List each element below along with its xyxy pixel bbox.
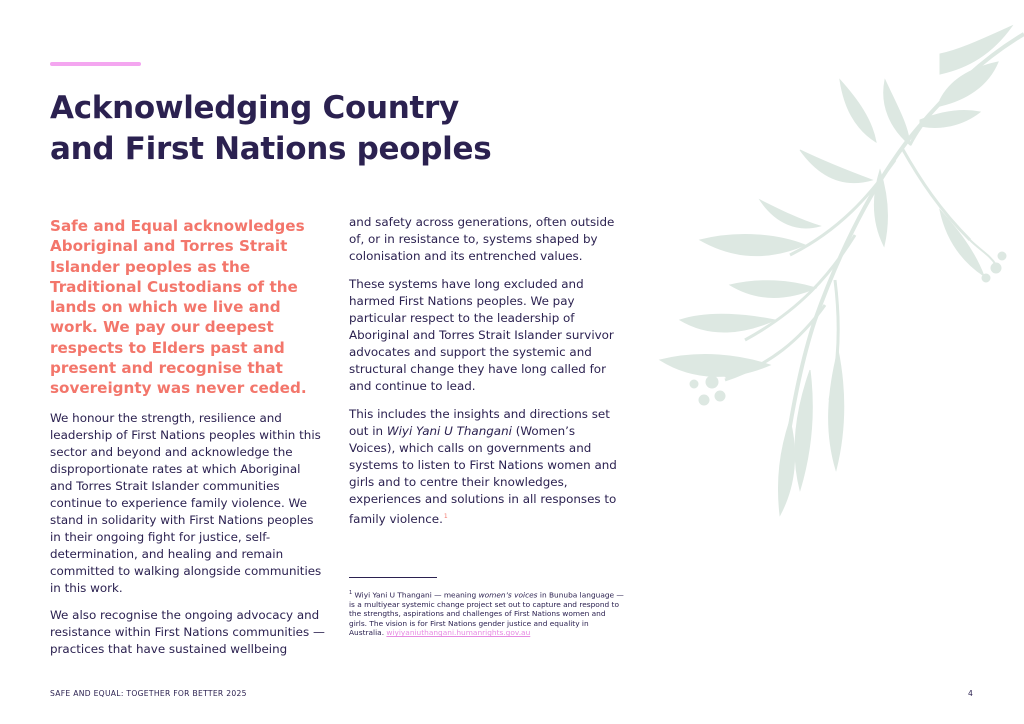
body-paragraph: We also recognise the ongoing advocacy and resistance within First Nations communities — practices that have sustained wellbeing xyxy=(50,607,325,656)
footnote-text: Wiyi Yani U Thangani — meaning xyxy=(352,590,479,600)
paragraph-text: This includes the insights and directions set out in xyxy=(349,407,610,438)
lead-paragraph: Safe and Equal acknowledges Aboriginal and Torres Strait Islander peoples as the Traditional Custodians of the lands on which we live and work. We pay our deepest respects to Elders past and present and recognise that sovereignty was never ceded. xyxy=(50,217,307,398)
accent-bar xyxy=(50,62,141,66)
page-title-line-1: Acknowledging Country xyxy=(50,90,459,126)
body-paragraph: We honour the strength, resilience and leadership of First Nations peoples within this sector and beyond and acknowledge the disproportionate rates at which Aboriginal and Torres Strait Islander communities continue to experience family violence. We stand in solidarity with First Nations peoples in their ongoing fight for justice, self-determination, and healing and remain committed to walking alongside communities in this work. xyxy=(50,410,322,595)
right-column xyxy=(349,214,624,528)
footnote-italic: women’s voices xyxy=(478,590,538,600)
paragraph-text: (Women’s Voices), which calls on governments and systems to listen to First Nations women and girls and to centre their knowledges, experiences and solutions in all responses to family violence. xyxy=(349,424,617,526)
report-title-italic: Wiyi Yani U Thangani xyxy=(386,424,512,438)
page-title-line-2: and First Nations peoples xyxy=(50,131,492,167)
footnote-divider xyxy=(349,577,437,578)
body-paragraph: These systems have long excluded and harmed First Nations peoples. We pay particular respect to the leadership of Aboriginal and Torres Strait Islander survivor advocates and support the systemic and structural change they have long called for and continue to lead. xyxy=(349,277,614,393)
footer-title: SAFE AND EQUAL: TOGETHER FOR BETTER 2025 xyxy=(50,689,247,698)
body-paragraph: and safety across generations, often outside of, or in resistance to, systems shaped by colonisation and its entrenched values. xyxy=(349,215,615,263)
footnote-link[interactable]: wiyiyaniuthangani.humanrights.gov.au xyxy=(386,628,531,638)
body-paragraph xyxy=(349,406,624,528)
footnote-mark: 1 xyxy=(349,590,353,596)
footnote xyxy=(349,589,624,638)
footnote-text: in Bunuba language — is a multiyear systemic change project set out to capture and respond to the strengths, aspirations and challenges of First Nations women and girls. The vision is for First Nations gender justice and equality in Australia. xyxy=(349,590,624,638)
left-column xyxy=(50,216,325,658)
eucalyptus-leaves-icon xyxy=(640,20,1024,540)
page-title xyxy=(50,88,570,170)
footnote-reference[interactable]: 1 xyxy=(443,513,448,520)
page-number: 4 xyxy=(968,689,973,698)
